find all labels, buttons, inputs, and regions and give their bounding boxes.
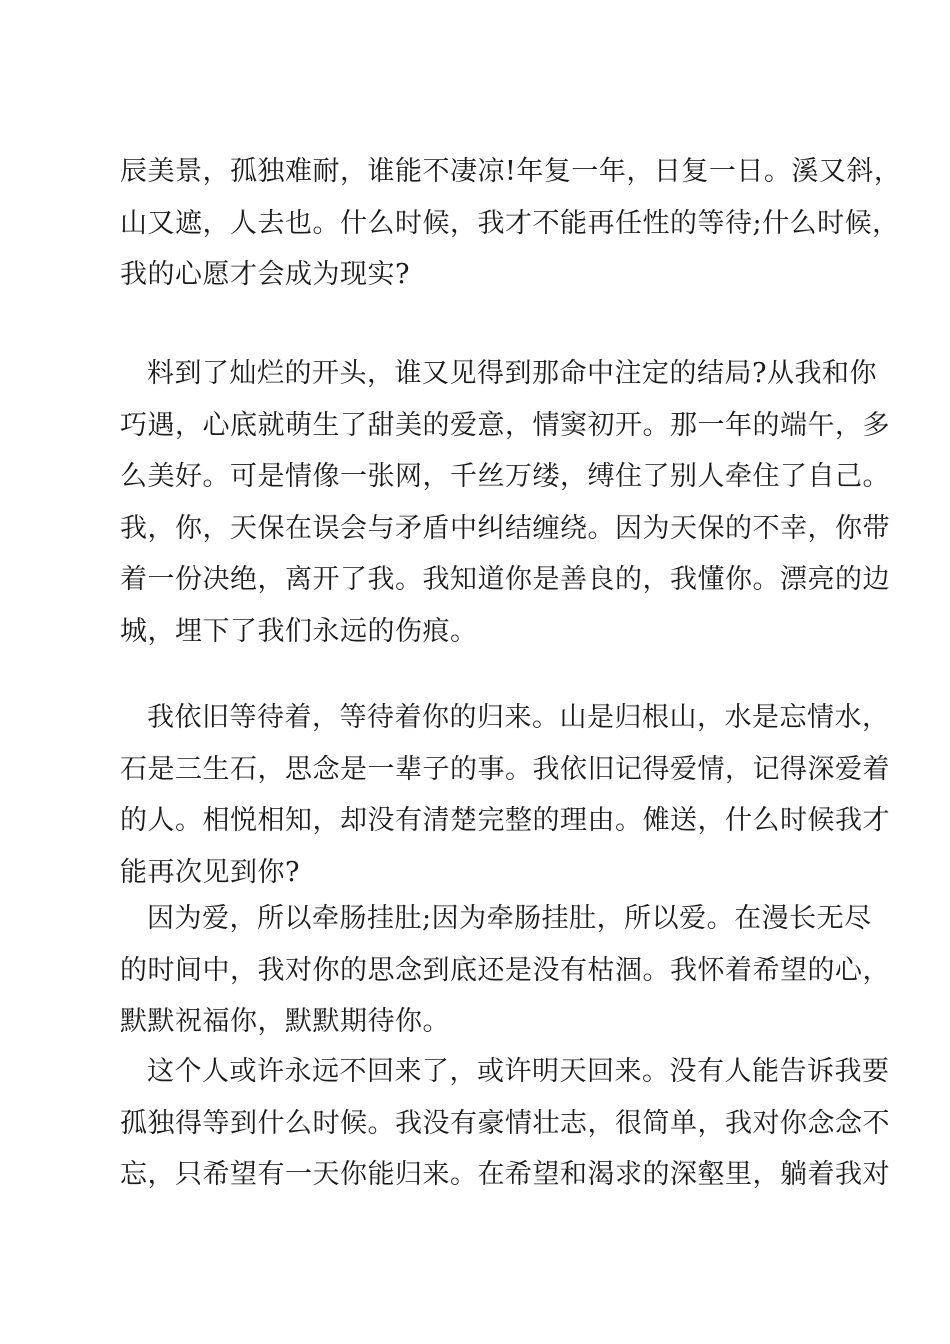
text-line-content: 这个人或许永远不回来了，或许明天回来。没有人能告诉我要: [147, 1056, 890, 1087]
text-line: [120, 1046, 890, 1098]
text-line-content: 料到了灿烂的开头，谁又见得到那命中注定的结局?从我和你: [147, 358, 877, 389]
text-line: [120, 348, 877, 400]
paragraph-4: [120, 893, 890, 1048]
paragraph-3: [120, 692, 890, 898]
paragraph-2: [120, 348, 890, 657]
text-line-content: 我依旧等待着，等待着你的归来。山是归根山，水是忘情水，: [147, 702, 890, 733]
text-line: 山又遮，人去也。什么时候，我才不能再任性的等待;什么时候，: [120, 207, 900, 239]
text-line: 能再次见到你?: [120, 856, 300, 888]
text-line: 的人。相悦相知，却没有清楚完整的理由。傩送，什么时候我才: [120, 805, 890, 836]
text-line: 着一份决绝，离开了我。我知道你是善良的，我懂你。漂亮的边: [120, 564, 890, 595]
paragraph-5: [120, 1046, 890, 1201]
text-line-content: 因为爱，所以牵肠挂肚;因为牵肠挂肚，所以爱。在漫长无尽: [147, 903, 872, 934]
text-line: [120, 893, 872, 945]
text-line: 么美好。可是情像一张网，千丝万缕，缚住了别人牵住了自己。: [120, 461, 890, 492]
text-line: 我，你，天保在误会与矛盾中纠结缠绕。因为天保的不幸，你带: [120, 512, 890, 544]
text-line: 默默祝福你，默默期待你。: [120, 1006, 450, 1037]
text-line: 我的心愿才会成为现实?: [120, 259, 410, 290]
text-line: 巧遇，心底就萌生了甜美的爱意，情窦初开。那一年的端午，多: [120, 409, 890, 441]
text-line: [120, 692, 890, 744]
text-line: 的时间中，我对你的思念到底还是没有枯涸。我怀着希望的心，: [120, 954, 890, 986]
text-line: 石是三生石，思念是一辈子的事。我依旧记得爱情，记得深爱着: [120, 753, 890, 785]
text-line: 孤独得等到什么时候。我没有豪情壮志，很简单，我对你念念不: [120, 1107, 890, 1139]
text-line: 城，埋下了我们永远的伤痕。: [120, 615, 478, 647]
paragraph-1: [120, 146, 902, 301]
text-line: 忘，只希望有一天你能归来。在希望和渴求的深壑里，躺着我对: [120, 1159, 890, 1190]
text-line: 辰美景，孤独难耐，谁能不凄凉!年复一年，日复一日。溪又斜，: [120, 156, 902, 187]
